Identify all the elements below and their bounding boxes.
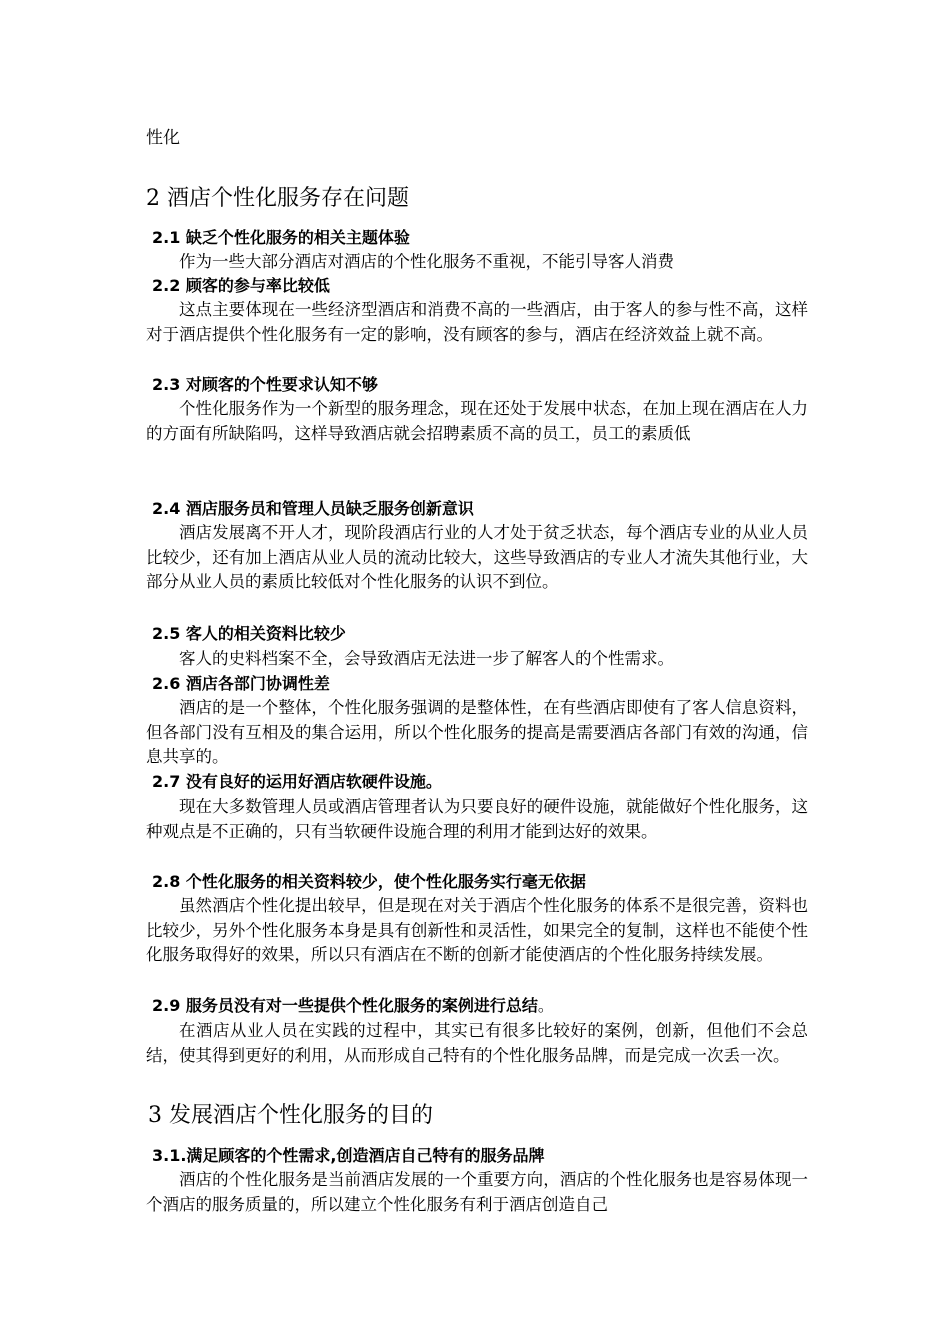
heading-2-5: 2.5 客人的相关资料比较少	[152, 624, 346, 643]
heading-2-7: 2.7 没有良好的运用好酒店软硬件设施。	[152, 772, 442, 791]
heading-2-9-tail: 。	[537, 996, 554, 1015]
paragraph-2-2: 这点主要体现在一些经济型酒店和消费不高的一些酒店，由于客人的参与性不高，这样对于酒店提供个性化服务有一定的影响，没有顾客的参与，酒店在经济效益上就不高。	[146, 300, 808, 344]
lead-text: 性化	[146, 128, 180, 148]
heading-2-3: 2.3 对顾客的个性要求认知不够	[152, 375, 378, 394]
section-2-title: 2 酒店个性化服务存在问题	[146, 186, 409, 211]
paragraph-2-3: 个性化服务作为一个新型的服务理念，现在还处于发展中状态，在加上现在酒店在人力的方面有所缺陷吗，这样导致酒店就会招聘素质不高的员工，员工的素质低	[146, 399, 808, 443]
heading-2-2: 2.2 顾客的参与率比较低	[152, 276, 330, 295]
section-3-title: 3 发展酒店个性化服务的目的	[148, 1103, 433, 1128]
paragraph-2-4: 酒店发展离不开人才，现阶段酒店行业的人才处于贫乏状态，每个酒店专业的从业人员比较少，还有加上酒店从业人员的流动比较大，这些导致酒店的专业人才流失其他行业，大部分从业人员的素质比较低对个性化服务的认识不到位。	[146, 523, 808, 592]
paragraph-3-1: 酒店的个性化服务是当前酒店发展的一个重要方向，酒店的个性化服务也是容易体现一个酒店的服务质量的，所以建立个性化服务有利于酒店创造自己	[146, 1170, 808, 1214]
paragraph-2-6: 酒店的是一个整体，个性化服务强调的是整体性，在有些酒店即使有了客人信息资料，但各部门没有互相及的集合运用，所以个性化服务的提高是需要酒店各部门有效的沟通，信息共享的。	[146, 698, 808, 767]
heading-2-9	[152, 994, 814, 1018]
heading-2-1: 2.1 缺乏个性化服务的相关主题体验	[152, 228, 410, 247]
heading-2-4: 2.4 酒店服务员和管理人员缺乏服务创新意识	[152, 499, 474, 518]
heading-2-8: 2.8 个性化服务的相关资料较少，使个性化服务实行毫无依据	[152, 872, 586, 891]
heading-2-9-text: 2.9 服务员没有对一些提供个性化服务的案例进行总结	[152, 996, 538, 1015]
paragraph-2-8: 虽然酒店个性化提出较早，但是现在对关于酒店个性化服务的体系不是很完善，资料也比较少，另外个性化服务本身是具有创新性和灵活性，如果完全的复制，这样也不能使个性化服务取得好的效果，所以只有酒店在不断的创新才能使酒店的个性化服务持续发展。	[146, 896, 808, 965]
paragraph-2-5: 客人的史料档案不全，会导致酒店无法进一步了解客人的个性需求。	[179, 649, 674, 668]
paragraph-2-9: 在酒店从业人员在实践的过程中，其实已有很多比较好的案例，创新，但他们不会总结，使其得到更好的利用，从而形成自己特有的个性化服务品牌，而是完成一次丢一次。	[146, 1021, 808, 1065]
heading-3-1: 3.1.满足顾客的个性需求,创造酒店自己特有的服务品牌	[152, 1146, 545, 1165]
paragraph-2-1: 作为一些大部分酒店对酒店的个性化服务不重视，不能引导客人消费	[179, 252, 674, 271]
paragraph-2-7: 现在大多数管理人员或酒店管理者认为只要良好的硬件设施，就能做好个性化服务，这种观点是不正确的，只有当软硬件设施合理的利用才能到达好的效果。	[146, 797, 808, 841]
heading-2-6: 2.6 酒店各部门协调性差	[152, 674, 330, 693]
